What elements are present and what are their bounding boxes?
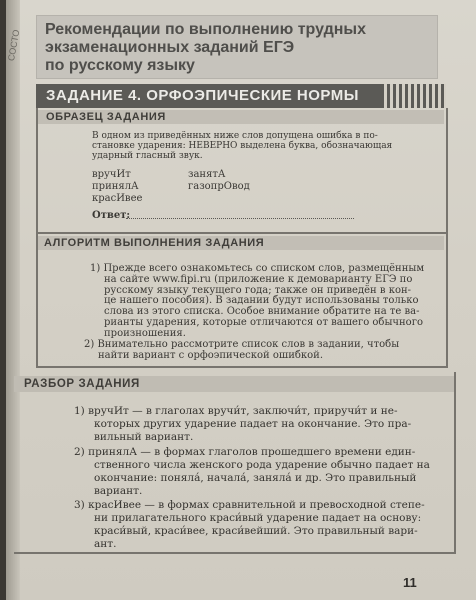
task-title-bar xyxy=(36,84,446,108)
word-item: занятА xyxy=(188,169,226,180)
header-title xyxy=(45,21,425,75)
word-list-column-2 xyxy=(188,169,250,193)
text-line: рианты ударения, которые отличаются от вашего обычного xyxy=(104,316,423,328)
word-item: вручИт xyxy=(92,169,131,180)
text-line: 2) Внимательно рассмотрите список слов в задании, чтобы xyxy=(84,339,400,350)
text-line: ант. xyxy=(94,538,117,550)
algorithm-item-1 xyxy=(90,264,442,340)
text-line: вариант. xyxy=(94,485,143,497)
sample-line-3: ударный гласный звук. xyxy=(92,151,203,161)
text-line: вильный вариант. xyxy=(94,431,194,443)
text-line: це нашего пособия). В задании будут использованы только xyxy=(104,295,419,307)
analysis-title: РАЗБОР ЗАДАНИЯ xyxy=(24,378,140,390)
sample-line-2: становке ударения: НЕВЕРНО выделена буква, обозначающая xyxy=(92,141,393,151)
text-line: ни прилагательного краси́вый ударение падает на основу: xyxy=(94,512,422,524)
text-line: 1) Прежде всего ознакомьтесь со списком слов, размещённым xyxy=(90,263,425,274)
algorithm-title: АЛГОРИТМ ВЫПОЛНЕНИЯ ЗАДАНИЯ xyxy=(44,237,265,249)
answer-label: Ответ: xyxy=(92,210,131,221)
word-item: газопрОвод xyxy=(188,181,250,192)
book-page xyxy=(6,0,476,600)
word-list-column-1 xyxy=(92,169,142,205)
text-line: окончание: поняла́, начала́, заняла́ и др. Это правильный xyxy=(94,472,417,484)
text-line: найти вариант с орфоэпической ошибкой. xyxy=(98,349,324,361)
algorithm-item-2 xyxy=(84,340,442,362)
header-line-2: экзаменационных заданий ЕГЭ xyxy=(45,39,295,56)
text-line: 3) красИвее — в формах сравнительной и превосходной степе- xyxy=(74,499,425,511)
analysis-item-2 xyxy=(74,446,442,498)
header-banner xyxy=(36,15,438,79)
sample-line-1: В одном из приведённых ниже слов допущена ошибка в по- xyxy=(92,131,378,141)
sample-instructions xyxy=(92,131,432,161)
text-line: слова из этого списка. Особое внимание обратите на те ва- xyxy=(104,306,420,318)
text-line: на сайте www.fipi.ru (приложение к демоварианту ЕГЭ по xyxy=(104,273,413,285)
decorative-stripes xyxy=(381,84,446,108)
answer-line xyxy=(126,218,354,219)
text-line: произношения. xyxy=(104,327,186,339)
word-item: принялА xyxy=(92,181,139,192)
text-line: 2) принялА — в формах глаголов прошедшего времени един- xyxy=(74,446,416,458)
analysis-item-3 xyxy=(74,499,442,551)
task-title: ЗАДАНИЕ 4. ОРФОЭПИЧЕСКИЕ НОРМЫ xyxy=(46,87,359,104)
analysis-item-1 xyxy=(74,405,442,444)
text-line: краси́вый, краси́вее, краси́вейший. Это правильный вари- xyxy=(94,525,418,537)
header-line-1: Рекомендации по выполнению трудных xyxy=(45,21,366,38)
side-margin-word: СОСТО xyxy=(6,28,22,62)
text-line: 1) вручИт — в глаголах вручи́т, заключи́т, приручи́т и не- xyxy=(74,405,398,417)
header-line-3: по русскому языку xyxy=(45,57,195,74)
text-line: русскому языку текущего года; также он приведён в кон- xyxy=(104,284,412,296)
word-item: красИвее xyxy=(92,193,143,204)
text-line: ственного числа женского рода ударение обычно падает на xyxy=(94,459,430,471)
sample-title: ОБРАЗЕЦ ЗАДАНИЯ xyxy=(46,111,166,123)
text-line: которых других ударение падает на окончание. Это пра- xyxy=(94,418,412,430)
page-number: 11 xyxy=(403,575,417,590)
